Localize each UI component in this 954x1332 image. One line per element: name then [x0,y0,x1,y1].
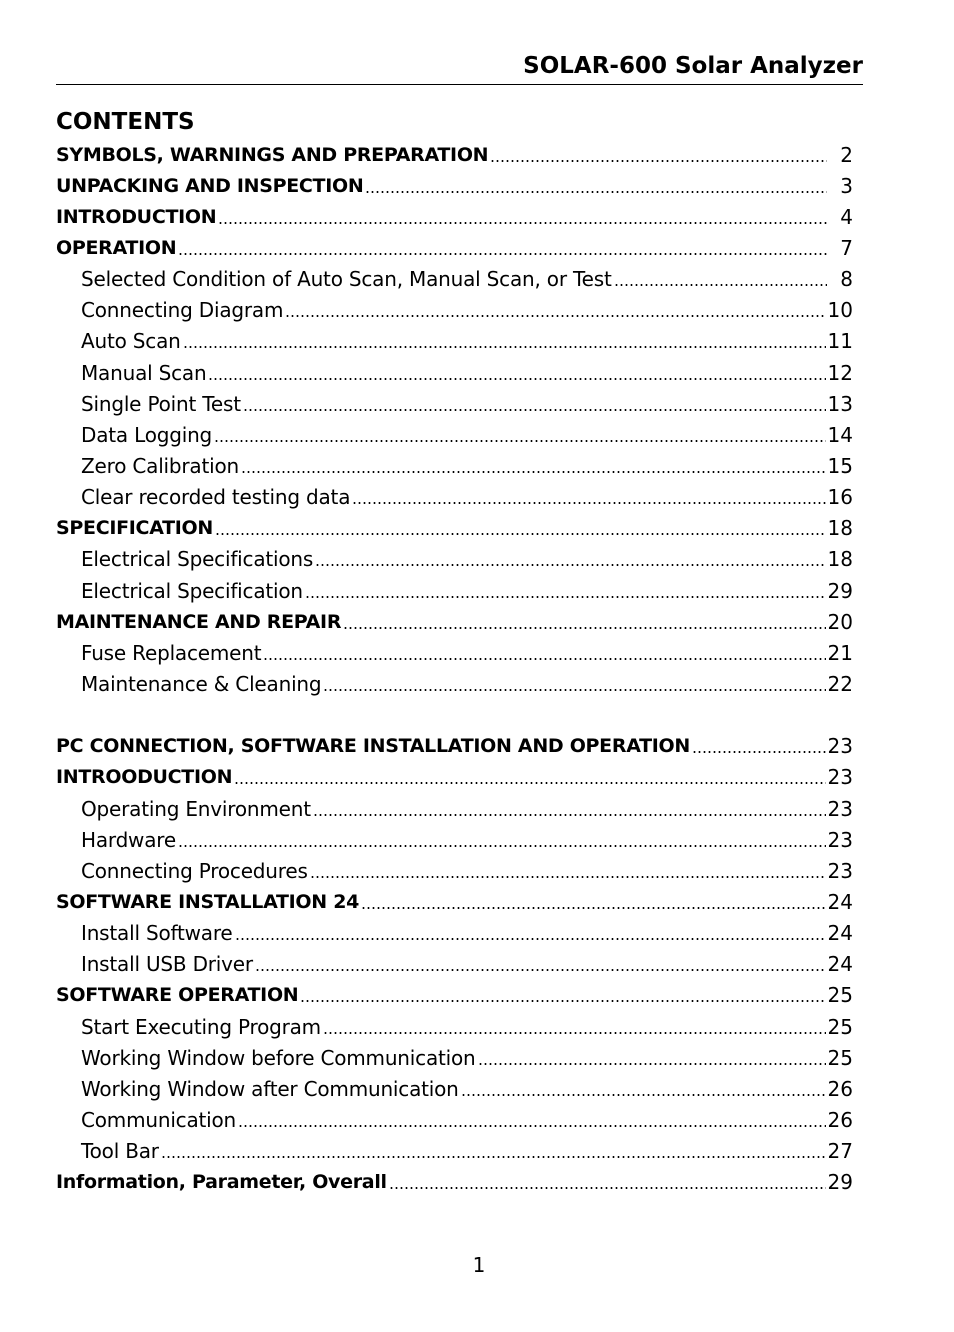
toc-entry[interactable] [56,482,853,513]
dot-leader [323,674,825,694]
dot-leader [478,1048,826,1068]
page-number: 1 [472,1253,486,1277]
toc-entry-label: INTROODUCTION [56,766,233,789]
dot-leader [313,799,826,819]
toc-entry[interactable] [56,170,853,201]
dot-leader [352,487,825,507]
dot-leader [208,363,825,383]
toc-entry[interactable] [56,450,853,481]
dot-leader [361,892,826,912]
toc-entry-page-number: 12 [827,360,853,385]
toc-entry[interactable] [56,295,853,326]
toc-entry[interactable] [56,419,853,450]
dot-leader [243,394,826,414]
toc-entry-page-number: 29 [827,1170,853,1195]
toc-entry[interactable] [56,668,853,699]
toc-entry[interactable] [56,980,853,1011]
toc-entry-label: SYMBOLS, WARNINGS AND PREPARATION [56,143,489,166]
toc-entry-page-number: 26 [827,1076,853,1101]
toc-entry[interactable] [56,637,853,668]
toc-entry-label: Hardware [81,827,176,852]
toc-entry-label: Manual Scan [81,360,207,385]
toc-entry[interactable] [56,1167,853,1198]
toc-entry-page-number: 26 [827,1107,853,1132]
toc-entry[interactable] [56,139,853,170]
dot-leader [255,954,826,974]
table-of-contents [56,139,853,1198]
toc-entry[interactable] [56,1042,853,1073]
toc-entry-page-number: 23 [827,858,853,883]
toc-entry[interactable] [56,544,853,575]
toc-entry-page-number: 23 [827,796,853,821]
toc-entry[interactable] [56,886,853,917]
toc-entry[interactable] [56,1011,853,1042]
toc-entry-label: INTRODUCTION [56,205,217,228]
toc-entry-page-number: 23 [827,827,853,852]
toc-entry[interactable] [56,606,853,637]
toc-entry[interactable] [56,232,853,263]
toc-entry[interactable] [56,1073,853,1104]
dot-leader [461,1079,826,1099]
toc-entry-page-number: 18 [827,516,853,541]
toc-entry-label: Electrical Specification [81,578,303,603]
toc-entry-label: Operating Environment [81,796,311,821]
dot-leader [305,581,826,601]
dot-leader [234,767,825,787]
toc-entry-label: SPECIFICATION [56,517,214,540]
dot-leader [692,736,826,756]
toc-entry-label: Maintenance & Cleaning [81,671,322,696]
dot-leader [323,1017,826,1037]
toc-entry-page-number: 22 [827,671,853,696]
toc-entry-label: Connecting Diagram [81,298,284,323]
toc-entry-page-number: 15 [827,453,853,478]
toc-entry-label: Working Window before Communication [81,1045,476,1070]
toc-entry-label: SOFTWARE INSTALLATION 24 [56,890,360,913]
dot-leader [315,549,825,569]
toc-entry[interactable] [56,388,853,419]
dot-leader [178,238,827,258]
toc-entry[interactable] [56,1136,853,1167]
toc-entry-label: Zero Calibration [81,453,240,478]
toc-entry-label: Single Point Test [81,391,241,416]
toc-entry-label: UNPACKING AND INSPECTION [56,174,364,197]
toc-entry-page-number: 25 [827,1045,853,1070]
toc-entry-page-number: 25 [827,983,853,1008]
dot-leader [218,207,827,227]
dot-leader [183,331,826,351]
toc-entry-page-number: 14 [827,422,853,447]
toc-entry-label: OPERATION [56,236,177,259]
dot-leader [263,643,825,663]
dot-leader [161,1141,826,1161]
toc-entry-page-number: 16 [827,485,853,510]
toc-entry-label: Electrical Specifications [81,547,314,572]
dot-leader [310,861,826,881]
dot-leader [614,269,827,289]
toc-entry-label: Clear recorded testing data [81,485,351,510]
dot-leader [241,456,826,476]
toc-entry[interactable] [56,326,853,357]
toc-entry-label: Selected Condition of Auto Scan, Manual Scan, or Test [81,267,612,292]
toc-entry-page-number: 29 [827,578,853,603]
toc-entry-label: Working Window after Communication [81,1076,459,1101]
toc-entry[interactable] [56,1104,853,1135]
toc-entry-label: Connecting Procedures [81,858,308,883]
toc-entry[interactable] [56,201,853,232]
dot-leader [490,145,827,165]
dot-leader [235,923,826,943]
toc-entry-label: Start Executing Program [81,1014,321,1039]
toc-entry[interactable] [56,824,853,855]
toc-entry-label: Auto Scan [81,329,181,354]
toc-entry-page-number: 21 [827,640,853,665]
toc-entry[interactable] [56,918,853,949]
toc-entry-page-number: 2 [840,142,853,167]
toc-entry[interactable] [56,513,853,544]
toc-entry[interactable] [56,855,853,886]
toc-entry-label: Communication [81,1107,237,1132]
toc-entry[interactable] [56,762,853,793]
toc-entry-page-number: 4 [840,204,853,229]
toc-entry-page-number: 20 [827,609,853,634]
toc-entry[interactable] [56,575,853,606]
toc-entry[interactable] [56,731,853,762]
toc-entry-page-number: 27 [827,1139,853,1164]
toc-entry-label: Fuse Replacement [81,640,262,665]
toc-entry-page-number: 7 [840,235,853,260]
toc-entry-page-number: 18 [827,547,853,572]
dot-leader [215,518,826,538]
toc-entry-page-number: 10 [827,298,853,323]
toc-entry[interactable] [56,949,853,980]
toc-entry-page-number: 8 [840,267,853,292]
dot-leader [214,425,825,445]
toc-entry[interactable] [56,264,853,295]
toc-entry-page-number: 24 [827,889,853,914]
dot-leader [238,1110,826,1130]
toc-entry-page-number: 25 [827,1014,853,1039]
toc-entry-label: SOFTWARE OPERATION [56,984,299,1007]
toc-entry-page-number: 13 [827,391,853,416]
toc-entry[interactable] [56,793,853,824]
document-title: SOLAR-600 Solar Analyzer [523,53,863,79]
toc-entry-label: Install USB Driver [81,952,253,977]
toc-entry-label: Information, Parameter, Overall [56,1171,387,1194]
toc-entry-page-number: 24 [827,921,853,946]
toc-entry-label: Install Software [81,921,233,946]
toc-entry-page-number: 24 [827,952,853,977]
toc-entry-page-number: 11 [827,329,853,354]
toc-entry-page-number: 23 [827,765,853,790]
document-page [56,0,863,1332]
toc-entry-label: Tool Bar [81,1139,159,1164]
contents-heading: CONTENTS [56,109,195,135]
toc-entry-page-number: 23 [827,734,853,759]
dot-leader [389,1172,826,1192]
toc-entry-page-number: 3 [840,173,853,198]
toc-entry[interactable] [56,357,853,388]
dot-leader [343,612,825,632]
dot-leader [178,830,826,850]
dot-leader [285,300,825,320]
toc-entry-label: PC CONNECTION, SOFTWARE INSTALLATION AND OPERATION [56,735,691,758]
toc-entry-label: MAINTENANCE AND REPAIR [56,610,342,633]
dot-leader [365,176,827,196]
dot-leader [300,985,825,1005]
toc-entry-label: Data Logging [81,422,213,447]
page-header [56,50,863,85]
